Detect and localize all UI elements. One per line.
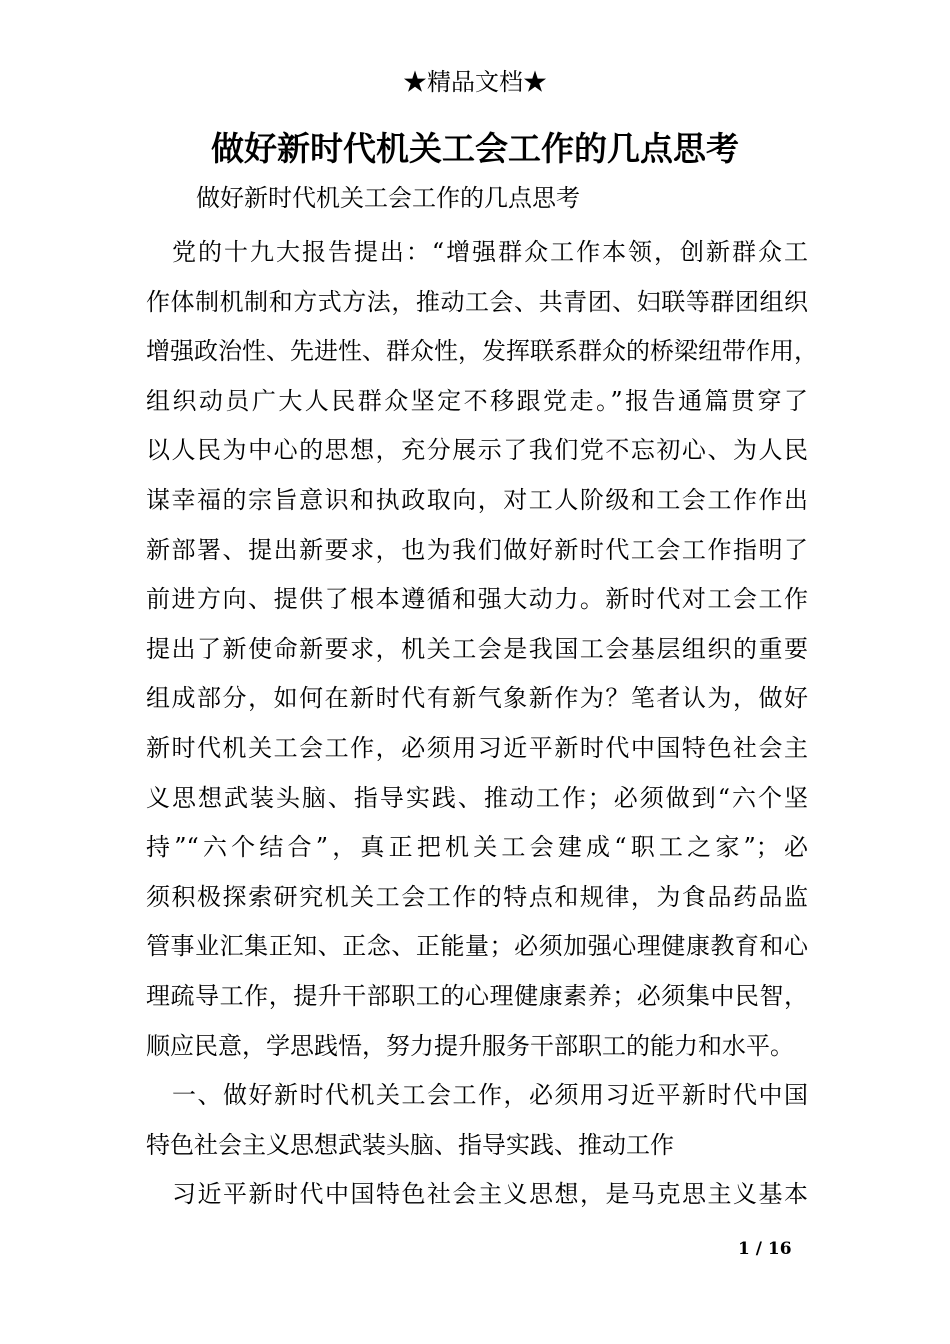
text-line: 特色社会主义思想武装头脑、指导实践、推动工作 <box>146 1130 674 1159</box>
text-line: 以人民为中心的思想，充分展示了我们党不忘初心、为人民 <box>146 436 808 465</box>
text-line: 增强政治性、先进性、群众性，发挥联系群众的桥梁纽带作用， <box>146 337 818 366</box>
text-line: 前进方向、提供了根本遵循和强大动力。新时代对工会工作 <box>146 585 808 614</box>
page-number: 1 / 16 <box>738 1239 792 1259</box>
document-subtitle: 做好新时代机关工会工作的几点思考 <box>196 184 580 212</box>
document-body <box>146 228 818 1220</box>
text-line: 顺应民意，学思践悟，努力提升服务干部职工的能力和水平。 <box>146 1031 794 1060</box>
text-line: 须积极探索研究机关工会工作的特点和规律，为食品药品监 <box>146 882 808 911</box>
text-line: 理疏导工作，提升干部职工的心理健康素养；必须集中民智， <box>146 981 808 1010</box>
text-line: 谋幸福的宗旨意识和执政取向，对工人阶级和工会工作作出 <box>146 485 808 514</box>
text-line: 组成部分，如何在新时代有新气象新作为？笔者认为，做好 <box>146 684 808 713</box>
text-line: 提出了新使命新要求，机关工会是我国工会基层组织的重要 <box>146 634 808 663</box>
document-title: 做好新时代机关工会工作的几点思考 <box>211 129 739 168</box>
page-header: ★精品文档★ <box>403 68 547 96</box>
text-line: 作体制机制和方式方法，推动工会、共青团、妇联等群团组织 <box>146 287 808 316</box>
text-line: 持”“六个结合”，真正把机关工会建成“职工之家”；必 <box>146 833 808 862</box>
text-line: 习近平新时代中国特色社会主义思想，是马克思主义基本 <box>172 1180 808 1209</box>
text-line: 新部署、提出新要求，也为我们做好新时代工会工作指明了 <box>146 535 808 564</box>
text-line: 党的十九大报告提出：“增强群众工作本领，创新群众工 <box>172 238 808 266</box>
text-line: 义思想武装头脑、指导实践、推动工作；必须做到“六个坚 <box>146 783 808 812</box>
text-line: 新时代机关工会工作，必须用习近平新时代中国特色社会主 <box>146 733 808 762</box>
text-line: 一、做好新时代机关工会工作，必须用习近平新时代中国 <box>172 1081 808 1110</box>
text-line: 管事业汇集正知、正念、正能量；必须加强心理健康教育和心 <box>146 932 808 961</box>
text-line: 组织动员广大人民群众坚定不移跟党走。”报告通篇贯穿了 <box>146 386 808 415</box>
